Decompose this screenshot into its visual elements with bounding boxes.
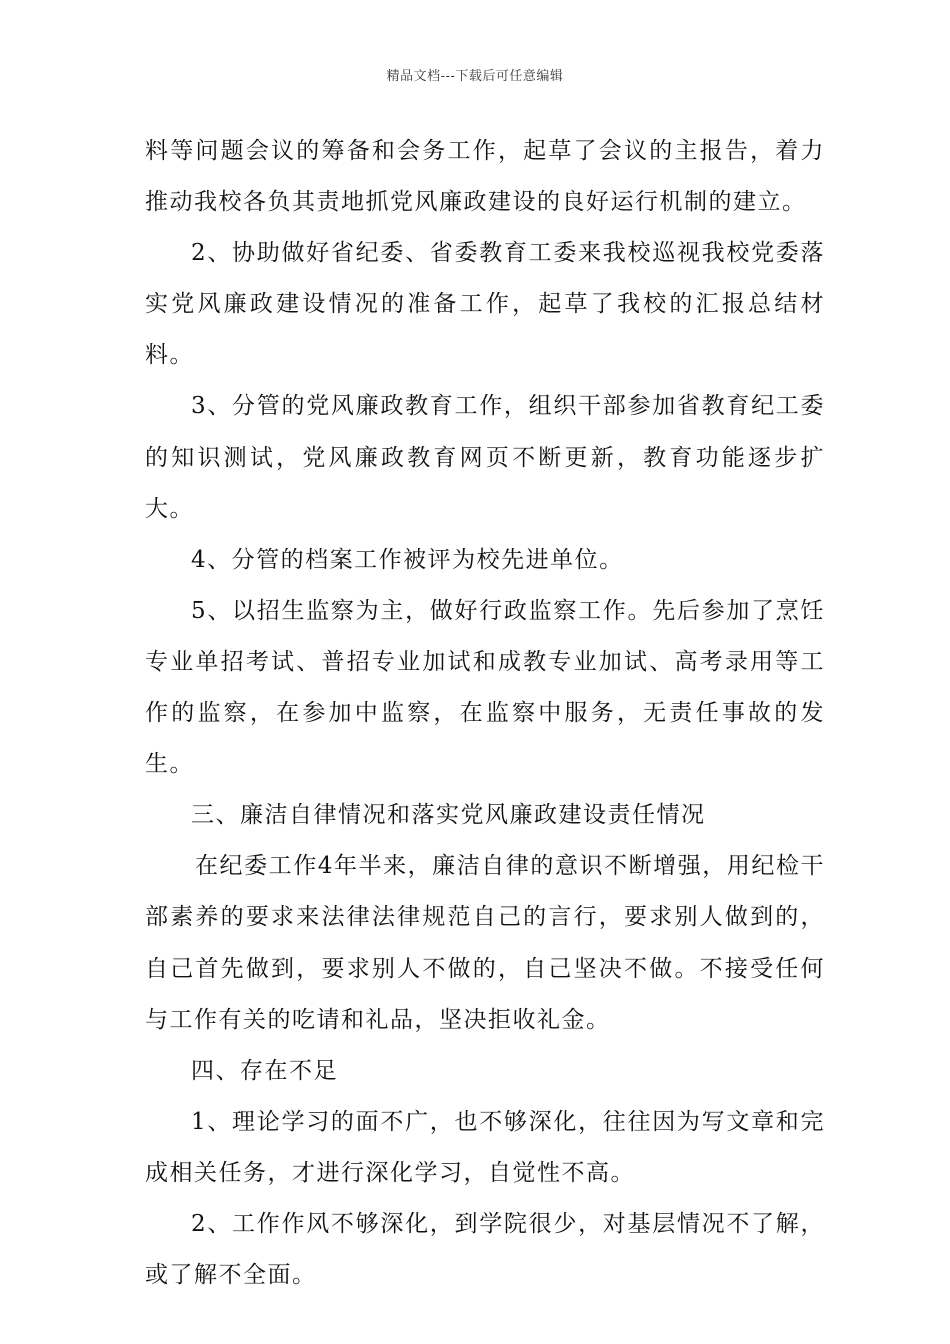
page-header: 精品文档---下载后可任意编辑 [386,69,564,84]
paragraph-shortcoming-2: 2、工作作风不够深化，到学院很少，对基层情况不了解，或了解不全面。 [145,1210,825,1289]
paragraph-item-4: 4、分管的档案工作被评为校先进单位。 [191,546,624,573]
document-body [145,126,825,1301]
paragraph-shortcoming-1: 1、理论学习的面不广，也不够深化，往往因为写文章和完成相关任务，才进行深化学习，自觉性不高。 [145,1108,825,1186]
paragraph-item-2: 2、协助做好省纪委、省委教育工委来我校巡视我校党委落实党风廉政建设情况的准备工作，起草了我校的汇报总结材料。 [145,240,825,369]
paragraph-self-discipline: 在纪委工作4年半来，廉洁自律的意识不断增强，用纪检干部素养的要求来法律法律规范自己的言行，要求别人做到的，自己首先做到，要求别人不做的，自己坚决不做。不接受任何与工作有关的吃请和礼品，坚决拒收礼金。 [145,853,825,1033]
paragraph-item-5: 5、以招生监察为主，做好行政监察工作。先后参加了烹饪专业单招考试、普招专业加试和成教专业加试、高考录用等工作的监察，在参加中监察，在监察中服务，无责任事故的发生。 [145,597,825,778]
section-heading-4: 四、存在不足 [191,1057,338,1084]
paragraph-continuation: 料等问题会议的筹备和会务工作，起草了会议的主报告，着力推动我校各负其责地抓党风廉政建设的良好运行机制的建立。 [145,138,825,216]
paragraph-item-3: 3、分管的党风廉政教育工作，组织干部参加省教育纪工委的知识测试，党风廉政教育网页不断更新，教育功能逐步扩大。 [145,393,825,522]
section-heading-3: 三、廉洁自律情况和落实党风廉政建设责任情况 [191,802,706,829]
